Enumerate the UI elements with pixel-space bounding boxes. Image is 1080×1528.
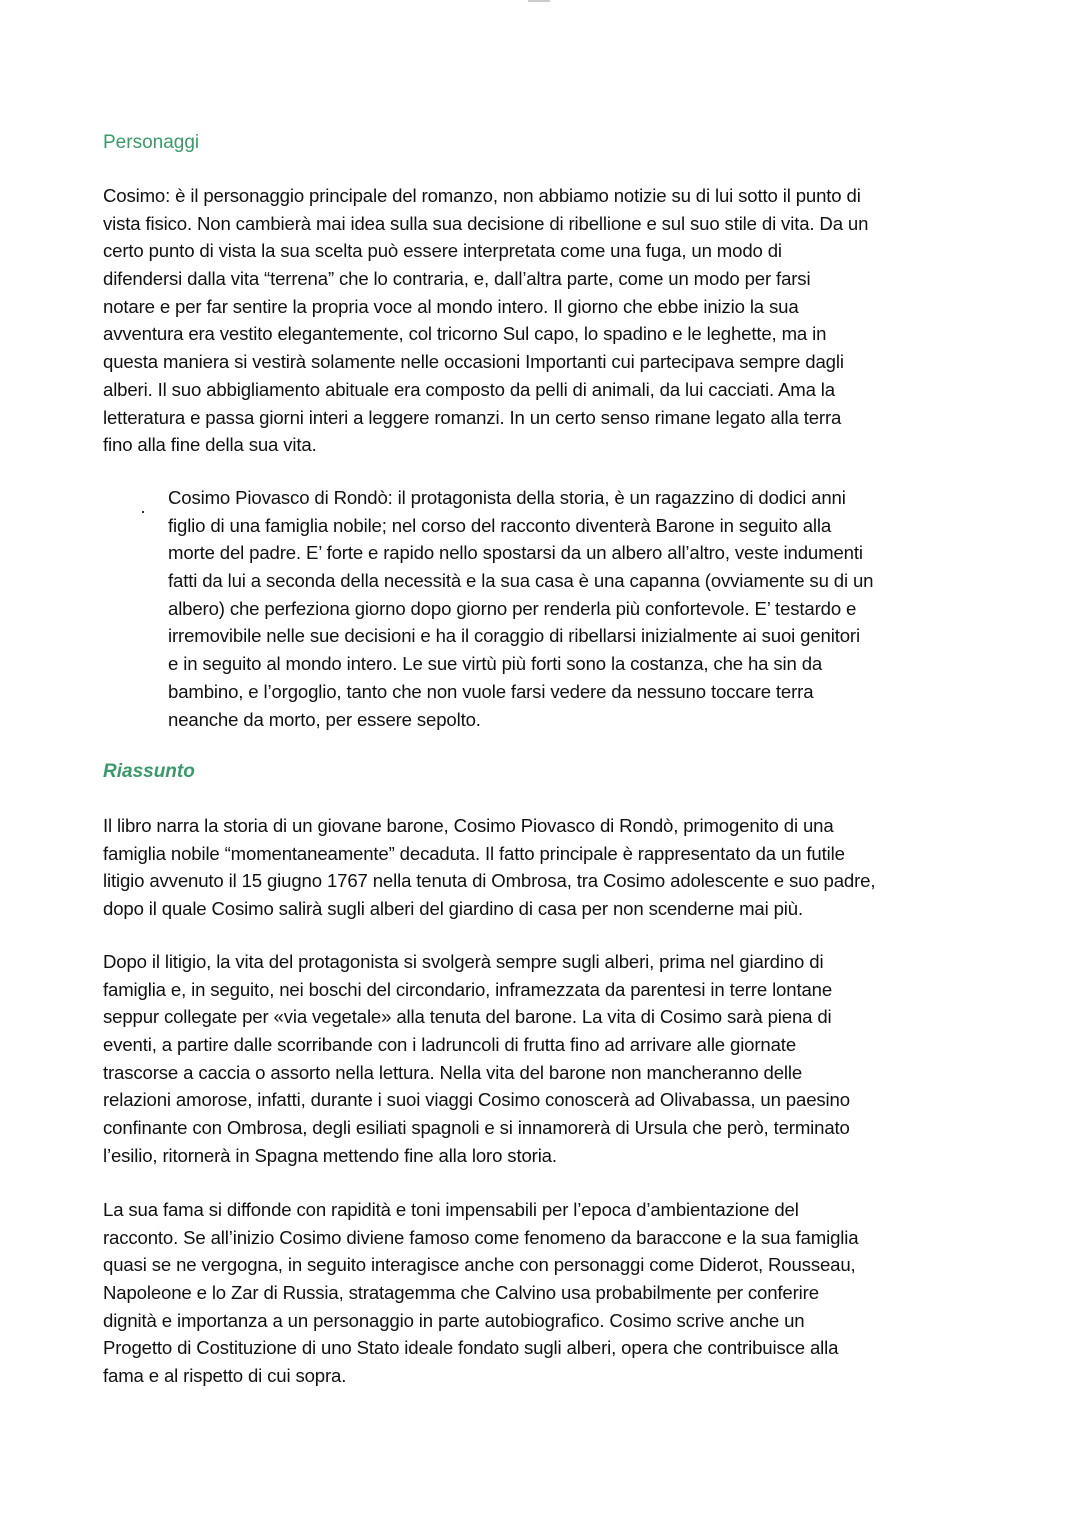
paragraph-cosimo bbox=[103, 182, 868, 459]
text-line: Cosimo: è il personaggio principale del romanzo, non abbiamo notizie su di lui sotto il punto di bbox=[103, 185, 861, 206]
text-line: difendersi dalla vita “terrena” che lo contraria, e, dall’altra parte, come un modo per farsi bbox=[103, 268, 811, 290]
text-line: dignità e importanza a un personaggio in parte autobiografico. Cosimo scrive anche un bbox=[103, 1309, 805, 1331]
paragraph-riassunto-1 bbox=[103, 812, 875, 923]
text-line: famiglia nobile “momentaneamente” decaduta. Il fatto principale è rappresentato da un futile bbox=[103, 842, 845, 864]
text-line: avventura era vestito elegantemente, col tricorno Sul capo, lo spadino e le leghette, ma in bbox=[103, 323, 827, 345]
bullet-marker: · bbox=[140, 501, 146, 521]
text-line: albero) che perfeziona giorno dopo giorno per renderla più confortevole. E’ testardo e bbox=[168, 597, 857, 619]
paragraph-riassunto-2 bbox=[103, 948, 850, 1170]
text-line: Progetto di Costituzione di uno Stato ideale fondato sugli alberi, opera che contribuisce alla bbox=[103, 1337, 839, 1359]
heading-riassunto: Riassunto bbox=[103, 761, 195, 782]
text-line: La sua fama si diffonde con rapidità e toni impensabili per l’epoca d’ambientazione del bbox=[103, 1199, 799, 1220]
text-line: neanche da morto, per essere sepolto. bbox=[168, 708, 481, 730]
text-line: eventi, a partire dalle scorribande con i ladruncoli di frutta fino ad arrivare alle giornate bbox=[103, 1034, 797, 1056]
text-line: Dopo il litigio, la vita del protagonista si svolgerà sempre sugli alberi, prima nel giardino di bbox=[103, 951, 824, 972]
text-line: certo punto di vista la sua scelta può essere interpretata come una fuga, un modo di bbox=[103, 240, 782, 262]
text-line: questa maniera si vestirà solamente nelle occasioni Importanti cui partecipava sempre dagli bbox=[103, 351, 844, 373]
text-line: irremovibile nelle sue decisioni e ha il coraggio di ribellarsi inizialmente ai suoi genitori bbox=[168, 625, 860, 647]
bullet-item-cosimo-piovasco bbox=[168, 484, 873, 733]
text-line: l’esilio, ritornerà in Spagna mettendo fine alla loro storia. bbox=[103, 1144, 557, 1166]
paragraph-riassunto-3 bbox=[103, 1196, 858, 1390]
text-line: vista fisico. Non cambierà mai idea sulla sua decisione di ribellione e sul suo stile di vita. Da un bbox=[103, 212, 869, 234]
text-line: famiglia e, in seguito, nei boschi del circondario, inframezzata da parentesi in terre lontane bbox=[103, 978, 833, 1000]
text-line: dopo il quale Cosimo salirà sugli alberi del giardino di casa per non scenderne mai più. bbox=[103, 898, 803, 920]
text-line: litigio avvenuto il 15 giugno 1767 nella tenuta di Ombrosa, tra Cosimo adolescente e suo padre, bbox=[103, 870, 876, 892]
text-line: bambino, e l’orgoglio, tanto che non vuole farsi vedere da nessuno toccare terra bbox=[168, 680, 814, 702]
text-line: relazioni amorose, infatti, durante i suoi viaggi Cosimo conoscerà ad Olivabassa, un paesino bbox=[103, 1089, 850, 1111]
text-line: seppur collegate per «via vegetale» alla tenuta del barone. La vita di Cosimo sarà piena di bbox=[103, 1006, 832, 1028]
text-line: quasi se ne vergogna, in seguito interagisce anche con personaggi come Diderot, Rousseau, bbox=[103, 1254, 856, 1276]
text-line: notare e per far sentire la propria voce al mondo intero. Il giorno che ebbe inizio la sua bbox=[103, 295, 799, 317]
text-line: Cosimo Piovasco di Rondò: il protagonista della storia, è un ragazzino di dodici anni bbox=[168, 487, 846, 508]
text-line: morte del padre. E’ forte e rapido nello spostarsi da un albero all’altro, veste indumenti bbox=[168, 542, 863, 564]
text-line: alberi. Il suo abbigliamento abituale era composto da pelli di animali, da lui cacciati. Ama la bbox=[103, 378, 835, 400]
text-line: racconto. Se all’inizio Cosimo diviene famoso come fenomeno da baraccone e la sua famiglia bbox=[103, 1226, 859, 1248]
text-line: Napoleone e lo Zar di Russia, stratagemma che Calvino usa probabilmente per conferire bbox=[103, 1282, 819, 1304]
text-line: letteratura e passa giorni interi a leggere romanzi. In un certo senso rimane legato alla terra bbox=[103, 406, 842, 428]
text-line: fatti da lui a seconda della necessità e la sua casa è una capanna (ovviamente su di un bbox=[168, 570, 874, 592]
page-top-mark bbox=[528, 0, 550, 2]
text-line: Il libro narra la storia di un giovane barone, Cosimo Piovasco di Rondò, primogenito di una bbox=[103, 815, 834, 836]
heading-personaggi: Personaggi bbox=[103, 132, 200, 153]
text-line: fama e al rispetto di cui sopra. bbox=[103, 1365, 347, 1387]
text-line: fino alla fine della sua vita. bbox=[103, 434, 317, 456]
text-line: trascorse a caccia o assorto nella lettura. Nella vita del barone non mancheranno delle bbox=[103, 1061, 803, 1083]
text-line: e in seguito al mondo intero. Le sue virtù più forti sono la costanza, che ha sin da bbox=[168, 653, 823, 675]
text-line: confinante con Ombrosa, degli esiliati spagnoli e si innamorerà di Ursula che però, terminato bbox=[103, 1117, 850, 1139]
text-line: figlio di una famiglia nobile; nel corso del racconto diventerà Barone in seguito alla bbox=[168, 514, 832, 536]
